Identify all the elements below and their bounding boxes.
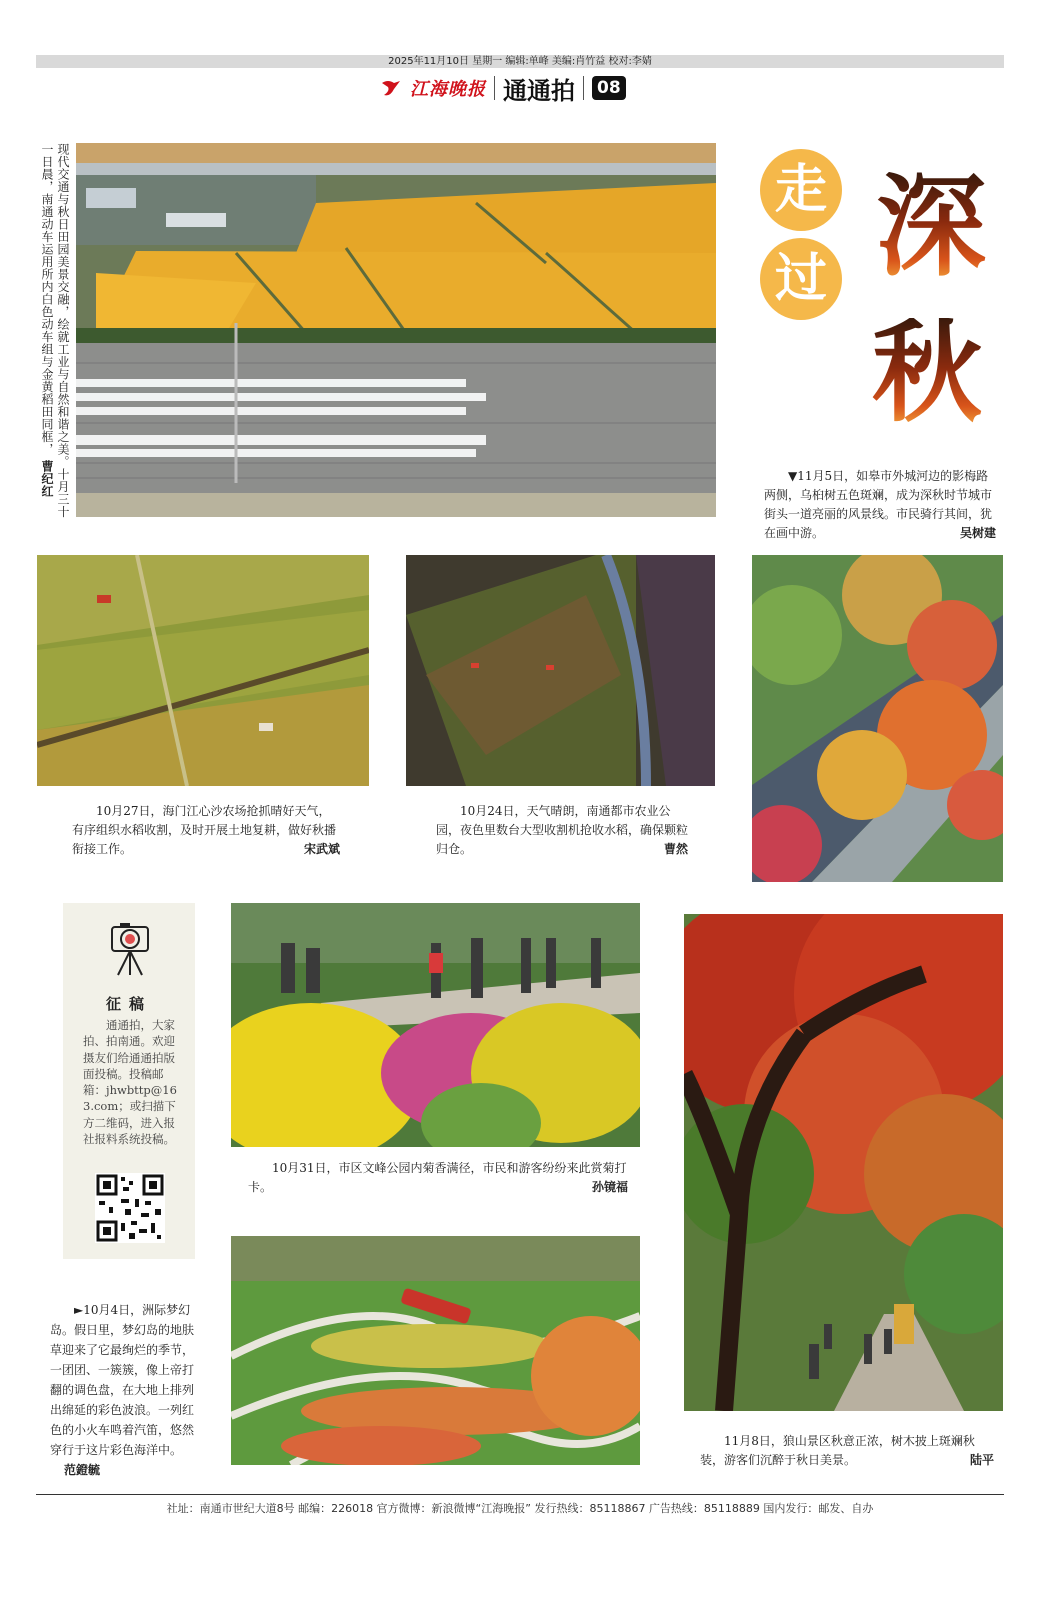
photo-langshan-autumn-trees [684,914,1003,1411]
rugao-caption-text: ▼11月5日，如皋市外城河边的影梅路两侧，乌桕树五色斑斓，成为深秋时节城市街头一道亮丽的风景线。市民骑行其间，犹在画中游。 [764,469,993,540]
submission-title: 征稿 [105,995,152,1013]
title-calligraphy-shen: 深 [876,162,986,291]
haimen-author: 宋武斌 [303,842,340,856]
masthead [380,72,626,104]
photo-kochia-island-train [231,1236,640,1465]
rugao-author: 吴树建 [959,526,996,540]
tongzhou-caption-text: 10月24日，天气晴朗，南通都市农业公园，夜色里数台大型收割机抢收水稻，确保颗粒归仓。 [436,804,689,856]
masthead-divider [494,76,495,100]
top-photo-caption [37,143,71,519]
photo-train-depot-rice-fields [76,143,716,517]
langshan-caption-text: 11月8日，狼山景区秋意正浓，树木披上斑斓秋装，游客们沉醉于秋日美景。 [700,1434,975,1467]
rugao-caption [764,467,996,543]
section-title: 通通拍 [503,76,575,105]
langshan-author: 陆平 [969,1453,994,1467]
haimen-caption [72,802,340,859]
date-editor-bar: 2025年11月10日 星期一 编辑:单峰 美编:肖竹益 校对:李婧 [36,55,1004,68]
photo-haimen-harvest [37,555,369,786]
submission-body: 通通拍，大家拍、拍南通。欢迎摄友们给通通拍版面投稿。投稿邮箱：jhwbttp@163.com；或扫描下方二维码，进入报社报料系统投稿。 [83,1018,177,1147]
tongzhou-caption [436,802,688,859]
qr-code-icon[interactable] [95,1173,165,1243]
submission-box [63,903,195,1259]
wenfeng-author: 孙镜福 [591,1180,628,1194]
page-number: 08 [592,76,626,100]
paper-logo-icon [380,77,402,99]
mengdao-author: 范鐙毓 [64,1463,101,1477]
camera-icon [110,921,150,977]
langshan-caption [700,1432,994,1470]
mengdao-caption [50,1300,198,1480]
paper-name: 江海晚报 [410,79,486,100]
footer-rule [36,1494,1004,1495]
title-circle-zou: 走 [760,149,842,231]
top-photo-caption-text: 现代交通与秋日田园美景交融，绘就工业与自然和谐之美。十月三十一日晨，南通动车运用所内白色动车组与金黄稻田同框， [40,143,70,518]
wenfeng-caption-text: 10月31日，市区文峰公园内菊香满径，市民和游客纷纷来此赏菊打卡。 [248,1161,627,1194]
title-circle-guo: 过 [760,238,842,320]
masthead-divider [583,76,584,100]
haimen-caption-text: 10月27日，海门江心沙农场抢抓晴好天气，有序组织水稻收割，及时开展土地复耕，做好秋播衔接工作。 [72,804,337,856]
tongzhou-author: 曹然 [663,842,688,856]
top-photo-author: 曹纪红 [40,459,54,498]
title-calligraphy-qiu: 秋 [872,308,982,437]
footer-info: 社址：南通市世纪大道8号 邮编：226018 官方微博：新浪微博“江海晚报” 发行热线：85118867 广告热线：85118889 国内发行：邮发、自办 [166,1502,874,1515]
photo-rugao-street-trees [752,555,1003,882]
photo-night-harvest [406,555,715,786]
photo-wenfeng-chrysanthemums [231,903,640,1147]
mengdao-caption-text: ►10月4日，洲际梦幻岛。假日里，梦幻岛的地肤草迎来了它最绚烂的季节，一团团、一簇簇，像上帝打翻的调色盘，在大地上排列出绵延的彩色波浪。一列红色的小火车鸣着汽笛，悠然穿行于这片彩色海洋中。 [50,1303,195,1457]
wenfeng-caption [248,1159,628,1197]
